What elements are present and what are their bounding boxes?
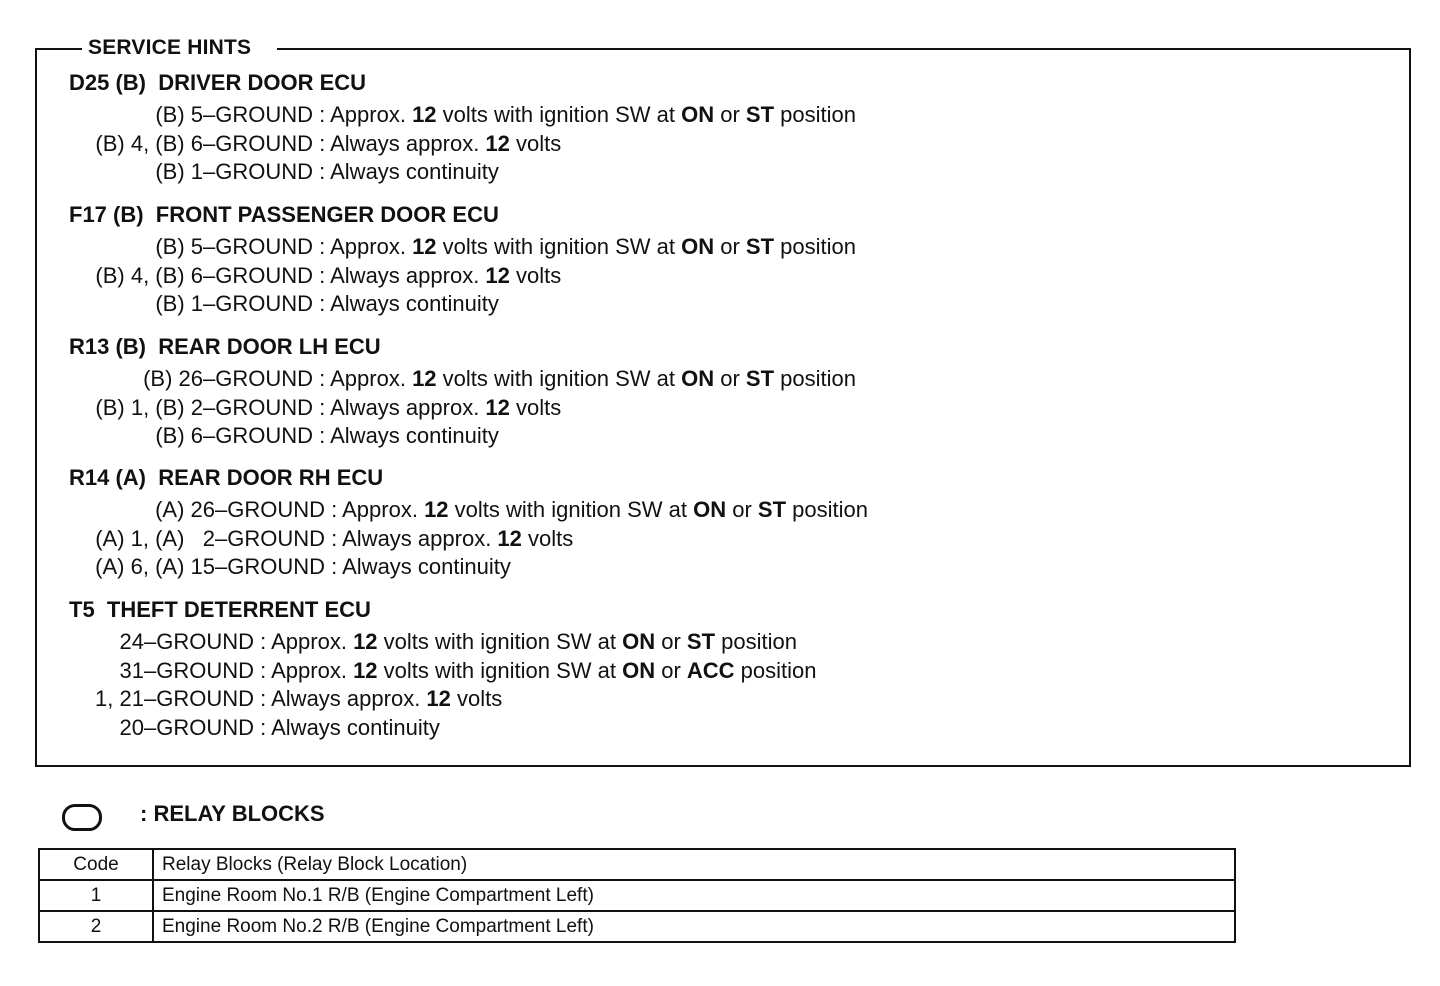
pin-label: 24–GROUND — [119, 629, 254, 654]
relay-block-cell: Engine Room No.1 R/B (Engine Compartment Left) — [153, 880, 1235, 911]
hint-section-rear-door-rh-ecu — [69, 466, 1069, 582]
relay-blocks-table — [38, 848, 1236, 943]
pin-label: (B) 1–GROUND — [155, 291, 313, 317]
hint-row: 1, 21–GROUND : Always approx. 12 volts — [69, 685, 1069, 714]
hint-row: (B) 6–GROUND : Always continuity — [69, 422, 1069, 451]
service-hints-title: SERVICE HINTS — [82, 36, 277, 60]
pin-label: (B) 4, (B) 6–GROUND — [95, 262, 313, 288]
table-header-row — [39, 849, 1235, 880]
pin-label: 31–GROUND — [119, 657, 254, 683]
hint-row: 24–GROUND : Approx. 12 volts with ignition SW at ON or ST position — [69, 628, 1069, 657]
section-heading — [69, 466, 1069, 496]
code-cell: 2 — [39, 911, 153, 942]
hint-row: (B) 1–GROUND : Always continuity — [69, 290, 1069, 319]
column-header-code: Code — [39, 849, 153, 880]
pin-label: (B) 1, (B) 2–GROUND — [95, 394, 313, 420]
hint-section-driver-door-ecu — [69, 71, 1069, 187]
pin-label: (B) 26–GROUND — [143, 366, 313, 391]
connector-code: R13 (B) — [69, 334, 147, 359]
ecu-name: THEFT DETERRENT ECU — [106, 597, 371, 622]
hint-row: (B) 4, (B) 6–GROUND : Always approx. 12 volts — [69, 262, 1069, 291]
hint-row: (B) 1, (B) 2–GROUND : Always approx. 12 volts — [69, 394, 1069, 423]
hint-row: (B) 5–GROUND : Approx. 12 volts with ignition SW at ON or ST position — [69, 101, 1069, 130]
pin-label: (B) 5–GROUND — [155, 234, 313, 259]
hint-row: 31–GROUND : Approx. 12 volts with ignition SW at ON or ACC position — [69, 657, 1069, 686]
hint-section-rear-door-lh-ecu — [69, 335, 1069, 451]
ecu-name: FRONT PASSENGER DOOR ECU — [155, 202, 499, 227]
connector-code: D25 (B) — [69, 70, 147, 95]
pin-label: 20–GROUND — [119, 715, 254, 741]
column-header-relay-blocks: Relay Blocks (Relay Block Location) — [153, 849, 1235, 880]
rounded-rectangle-icon — [62, 804, 102, 831]
section-heading — [69, 598, 1069, 628]
hint-row: (B) 1–GROUND : Always continuity — [69, 158, 1069, 187]
table-row — [39, 911, 1235, 942]
table-row — [39, 880, 1235, 911]
ecu-name: REAR DOOR LH ECU — [158, 334, 381, 359]
pin-label: (A) 26–GROUND — [155, 497, 325, 522]
section-heading — [69, 335, 1069, 365]
ecu-name: REAR DOOR RH ECU — [158, 465, 384, 490]
hint-section-theft-deterrent-ecu — [69, 598, 1069, 743]
connector-code: T5 — [69, 597, 95, 622]
pin-label: 1, 21–GROUND — [95, 686, 254, 712]
pin-label: (B) 1–GROUND — [155, 159, 313, 185]
pin-label: (B) 4, (B) 6–GROUND — [95, 130, 313, 156]
connector-code: F17 (B) — [69, 202, 144, 227]
hint-row: (A) 6, (A) 15–GROUND : Always continuity — [69, 553, 1069, 582]
hint-section-front-passenger-door-ecu — [69, 203, 1069, 319]
connector-code: R14 (A) — [69, 465, 147, 490]
ecu-name: DRIVER DOOR ECU — [158, 70, 367, 95]
section-heading — [69, 71, 1069, 101]
hint-row: 20–GROUND : Always continuity — [69, 714, 1069, 743]
hint-row: (A) 26–GROUND : Approx. 12 volts with ignition SW at ON or ST position — [69, 496, 1069, 525]
pin-label: (A) 6, (A) 15–GROUND — [95, 554, 325, 580]
pin-label: (A) 1, (A) 2–GROUND — [95, 525, 325, 551]
pin-label: (B) 5–GROUND — [155, 102, 313, 127]
relay-block-cell: Engine Room No.2 R/B (Engine Compartment Left) — [153, 911, 1235, 942]
relay-blocks-legend-label: : RELAY BLOCKS — [140, 801, 325, 826]
hint-row: (B) 26–GROUND : Approx. 12 volts with ignition SW at ON or ST position — [69, 365, 1069, 394]
pin-label: (B) 6–GROUND — [155, 423, 313, 449]
code-cell: 1 — [39, 880, 153, 911]
hint-row: (B) 5–GROUND : Approx. 12 volts with ignition SW at ON or ST position — [69, 233, 1069, 262]
hint-row: (B) 4, (B) 6–GROUND : Always approx. 12 volts — [69, 130, 1069, 159]
section-heading — [69, 203, 1069, 233]
hint-row: (A) 1, (A) 2–GROUND : Always approx. 12 volts — [69, 525, 1069, 554]
